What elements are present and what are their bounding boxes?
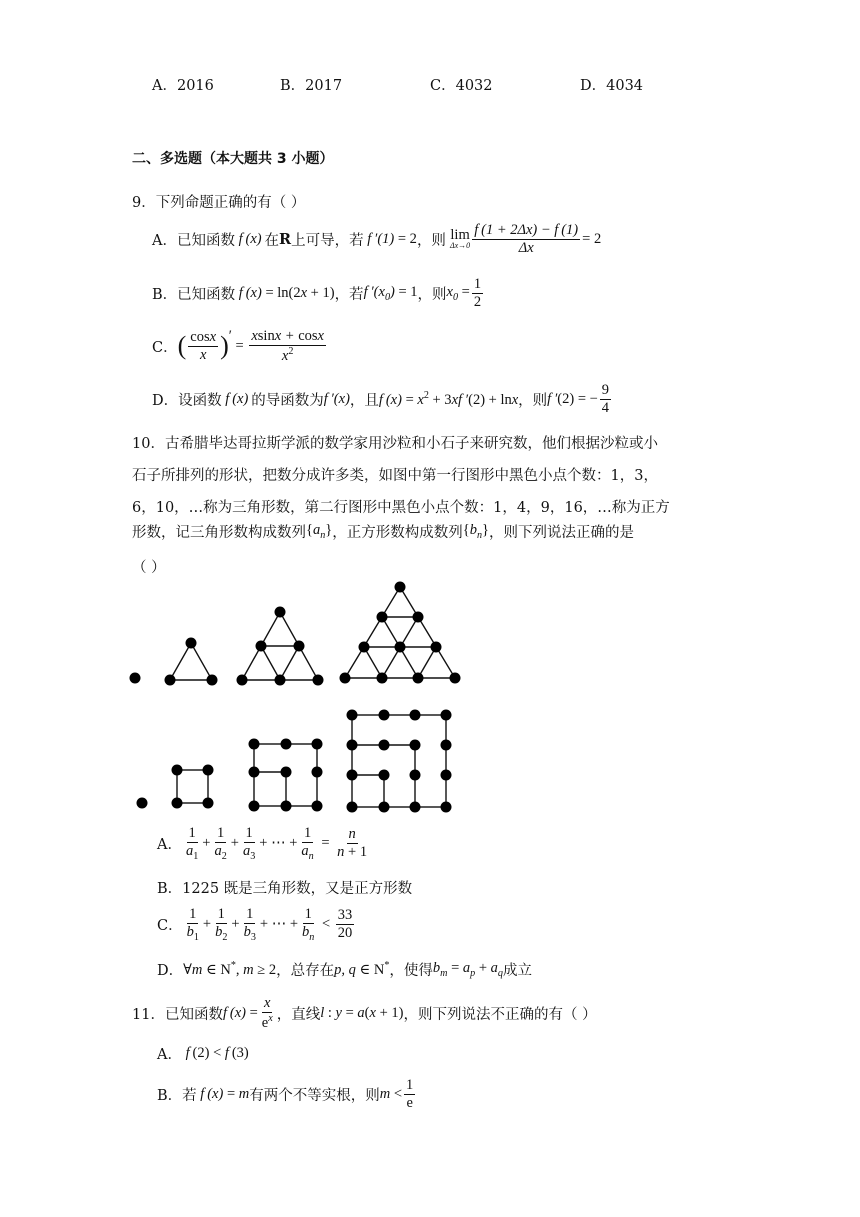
q10-line-2: 石子所排列的形状，把数分成许多类，如图中第一行图形中黑色小点个数：1，3， <box>132 468 658 484</box>
triangle-dots <box>130 582 461 686</box>
q9-stem: 9．下列命题正确的有（ ） <box>132 195 306 211</box>
q9-option-b: B．已知函数 f (x) = ln(2x + 1) ，若 f $'(x_0) = 1$ ，则 $x_0$ = $\frac{1}{2}$ <box>152 276 482 310</box>
option-b-2017: B．2017 <box>280 78 343 94</box>
q10-line-4: 形数，记三角形数构成数列 $\{a_n\}$ ，正方形数构成数列 $\{b_n\}$ ，则下列说法正确的是 <box>132 522 634 541</box>
option-c-4032: C．4032 <box>430 78 493 94</box>
square-dots <box>137 710 452 813</box>
square-lines <box>177 715 446 807</box>
q10-option-b: B．1225 既是三角形数，又是正方形数 <box>157 881 413 897</box>
q10-option-d: D． ∀m ∈ N*, m ≥ 2 ，总存在 p, q ∈ N* ，使得 $b_m = a_p + a_q$ 成立 <box>157 960 532 979</box>
option-d-4034: D．4034 <box>580 78 644 94</box>
q11-option-b: B．若 f (x) = m 有两个不等实根，则 m < $\frac{1}{e}$ <box>157 1077 414 1111</box>
q10-option-a: A． $\frac{1}{a_1}$ + $\frac{1}{a_2}$ + $\frac{1}{a_3}$ + ⋯ + $\frac{1}{a_n}$ = $\frac{n}{n + 1}$ <box>157 825 368 862</box>
triangle-lines <box>170 587 455 680</box>
q9-option-c: C． ( $\frac{\cos x}{x}$ ) ′ = $\frac{xsinx + \cos x}{x^2}$ <box>152 328 324 364</box>
section-title: 二、多选题（本大题共 3 小题） <box>132 151 334 167</box>
q10-line-5: （ ） <box>132 560 166 576</box>
q11-stem: 11．已知函数 f (x) = $\frac{x}{e^x}$ ，直线 l : y = a(x + 1) ，则下列说法不正确的有（ ） <box>132 995 597 1031</box>
q11-option-a: A． f (2) < f (3) <box>157 1045 249 1063</box>
q10-line-1: 10．古希腊毕达哥拉斯学派的数学家用沙粒和小石子来研究数，他们根据沙粒或小 <box>132 436 658 452</box>
q9-option-a: A．已知函数 f (x) 在 R 上可导，若 f ′(1) = 2 ，则 lim Δx→0 $\frac{f (1 + 2\Delta x) - f (1)}{\Delta x}$ = 2 <box>152 222 602 256</box>
option-a-2016: A．2016 <box>152 78 214 94</box>
q9-option-d: D．设函数 f (x) 的导函数为 f ′(x) ，且 f $(x) = x^2 + 3xf$ ′(2) + lnx ，则 f ′(2) = − $\frac{9}{4}$ <box>152 382 610 416</box>
q10-line-3: 6，10，…称为三角形数，第二行图形中黑色小点个数：1，4，9，16，…称为正方 <box>132 500 670 516</box>
q10-option-c: C． $\frac{1}{b_1}$ + $\frac{1}{b_2}$ + $\frac{1}{b_3}$ + ⋯ + $\frac{1}{b_n}$ < $\frac{33}{20}$ <box>157 906 353 943</box>
